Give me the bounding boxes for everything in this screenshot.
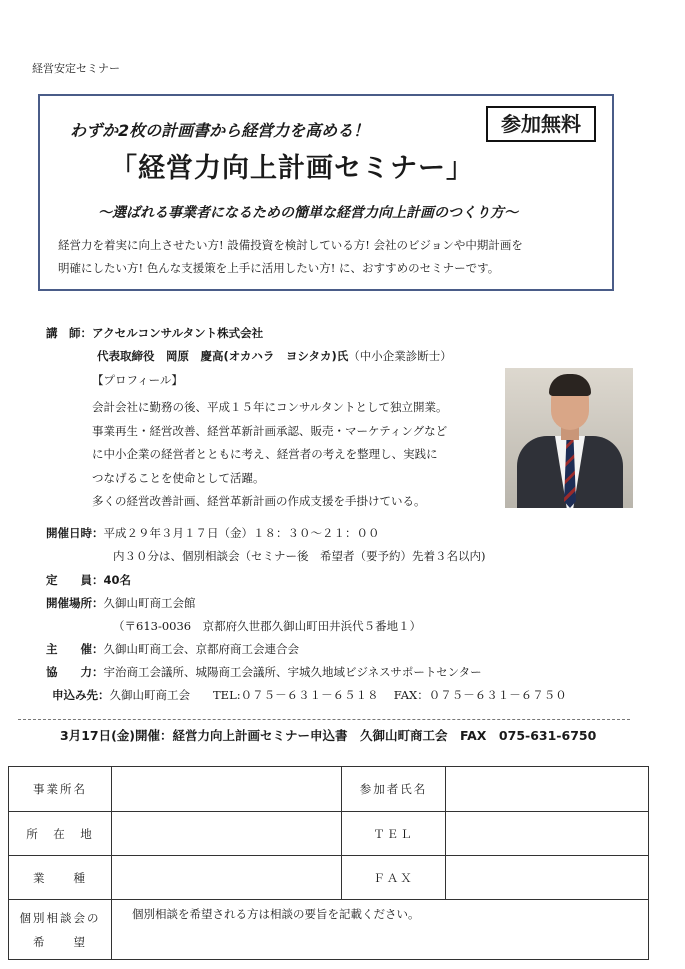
profile-line: 会計会社に勤務の後、平成１５年にコンサルタントとして独立開業。 <box>92 400 448 414</box>
free-admission-badge: 参加無料 <box>486 106 596 142</box>
fax-field[interactable] <box>446 856 649 900</box>
catchphrase: わずか2枚の計画書から経営力を高める！ <box>70 121 370 140</box>
host-row <box>46 641 299 657</box>
application-form-title: 3月17日(金)開催：経営力向上計画セミナー申込書 久御山町商工会 FAX 075-631-6750 <box>60 728 597 743</box>
host-label: 主 催： <box>46 642 104 656</box>
host-value: 久御山町商工会、京都府商工会連合会 <box>103 642 299 656</box>
capacity-value: 40名 <box>103 573 132 587</box>
lecturer-company: アクセルコンサルタント株式会社 <box>92 326 264 340</box>
lecturer-name: 代表取締役 岡原 慶高(オカハラ ヨシタカ)氏 <box>97 349 349 363</box>
date-note: 内３０分は、個別相談会（セミナー後 希望者（要予約）先着３名以内) <box>113 549 486 563</box>
address-field[interactable] <box>112 812 342 856</box>
cooperation-row <box>46 664 482 680</box>
event-series-label: 経営安定セミナー <box>32 62 120 75</box>
address-label: 所 在 地 <box>9 812 112 856</box>
venue-row <box>46 595 196 611</box>
capacity-label: 定 員： <box>46 573 104 587</box>
lecturer-name-row <box>97 348 452 364</box>
application-row <box>52 687 567 703</box>
application-label: 申込み先： <box>52 688 110 702</box>
intro-text <box>58 234 598 280</box>
date-value: 平成２９年３月１７日（金）１８：３０～２１：００ <box>103 526 380 540</box>
capacity-row <box>46 572 131 588</box>
consultation-label <box>9 900 112 960</box>
consultation-field[interactable] <box>112 900 649 960</box>
intro-line: 経営力を着実に向上させたい方! 設備投資を検討している方! 会社のビジョンや中期計画を <box>58 238 523 252</box>
office-name-label: 事業所名 <box>9 767 112 812</box>
profile-text <box>92 396 447 514</box>
industry-field[interactable] <box>112 856 342 900</box>
venue-label: 開催場所： <box>46 596 104 610</box>
headline-banner <box>38 94 614 291</box>
date-row <box>46 525 380 541</box>
consultation-note: 個別相談を希望される方は相談の要旨を記載ください。 <box>132 907 420 921</box>
profile-line: つなげることを使命として活躍。 <box>92 470 265 485</box>
lecturer-label: 講 師： <box>46 326 92 340</box>
intro-line: 明確にしたい方! 色んな支援策を上手に活用したい方! に、おすすめのセミナーです。 <box>58 261 500 275</box>
lecturer-credential: （中小企業診断士） <box>348 349 452 363</box>
profile-heading: 【プロフィール】 <box>92 373 183 387</box>
office-name-field[interactable] <box>112 767 342 812</box>
venue-address: （〒613-0036 京都府久世郡久御山町田井浜代５番地１） <box>113 619 422 633</box>
fax-label: ＦＡＸ <box>342 856 446 900</box>
tel-field[interactable] <box>446 812 649 856</box>
lecturer-row <box>46 325 263 341</box>
consultation-label-line: 希 望 <box>33 934 87 949</box>
profile-line: に中小企業の経営者とともに考え、経営者の考えを整理し、実践に <box>92 447 438 461</box>
cooperation-label: 協 力： <box>46 665 104 679</box>
participant-name-field[interactable] <box>446 767 649 812</box>
application-value: 久御山町商工会 TEL:０７５－６３１－６５１８ FAX：０７５－６３１－６７５０ <box>109 688 567 702</box>
profile-line: 事業再生・経営改善、経営革新計画承認、販売・マーケティングなど <box>92 423 448 438</box>
seminar-title: 「経営力向上計画セミナー」 <box>110 153 474 184</box>
cut-line <box>18 719 630 720</box>
date-label: 開催日時： <box>46 526 104 540</box>
participant-name-label: 参加者氏名 <box>342 767 446 812</box>
industry-label: 業 種 <box>9 856 112 900</box>
cooperation-value: 宇治商工会議所、城陽商工会議所、宇城久地域ビジネスサポートセンター <box>103 665 482 679</box>
consultation-label-line: 個別相談会の <box>19 910 101 925</box>
venue-value: 久御山町商工会館 <box>103 596 196 610</box>
profile-line: 多くの経営改善計画、経営革新計画の作成支援を手掛けている。 <box>92 494 426 508</box>
seminar-subtitle: ～選ばれる事業者になるための簡単な経営力向上計画のつくり方～ <box>98 205 518 221</box>
application-form <box>8 766 649 960</box>
tel-label: ＴＥＬ <box>342 812 446 856</box>
lecturer-photo <box>505 368 633 508</box>
